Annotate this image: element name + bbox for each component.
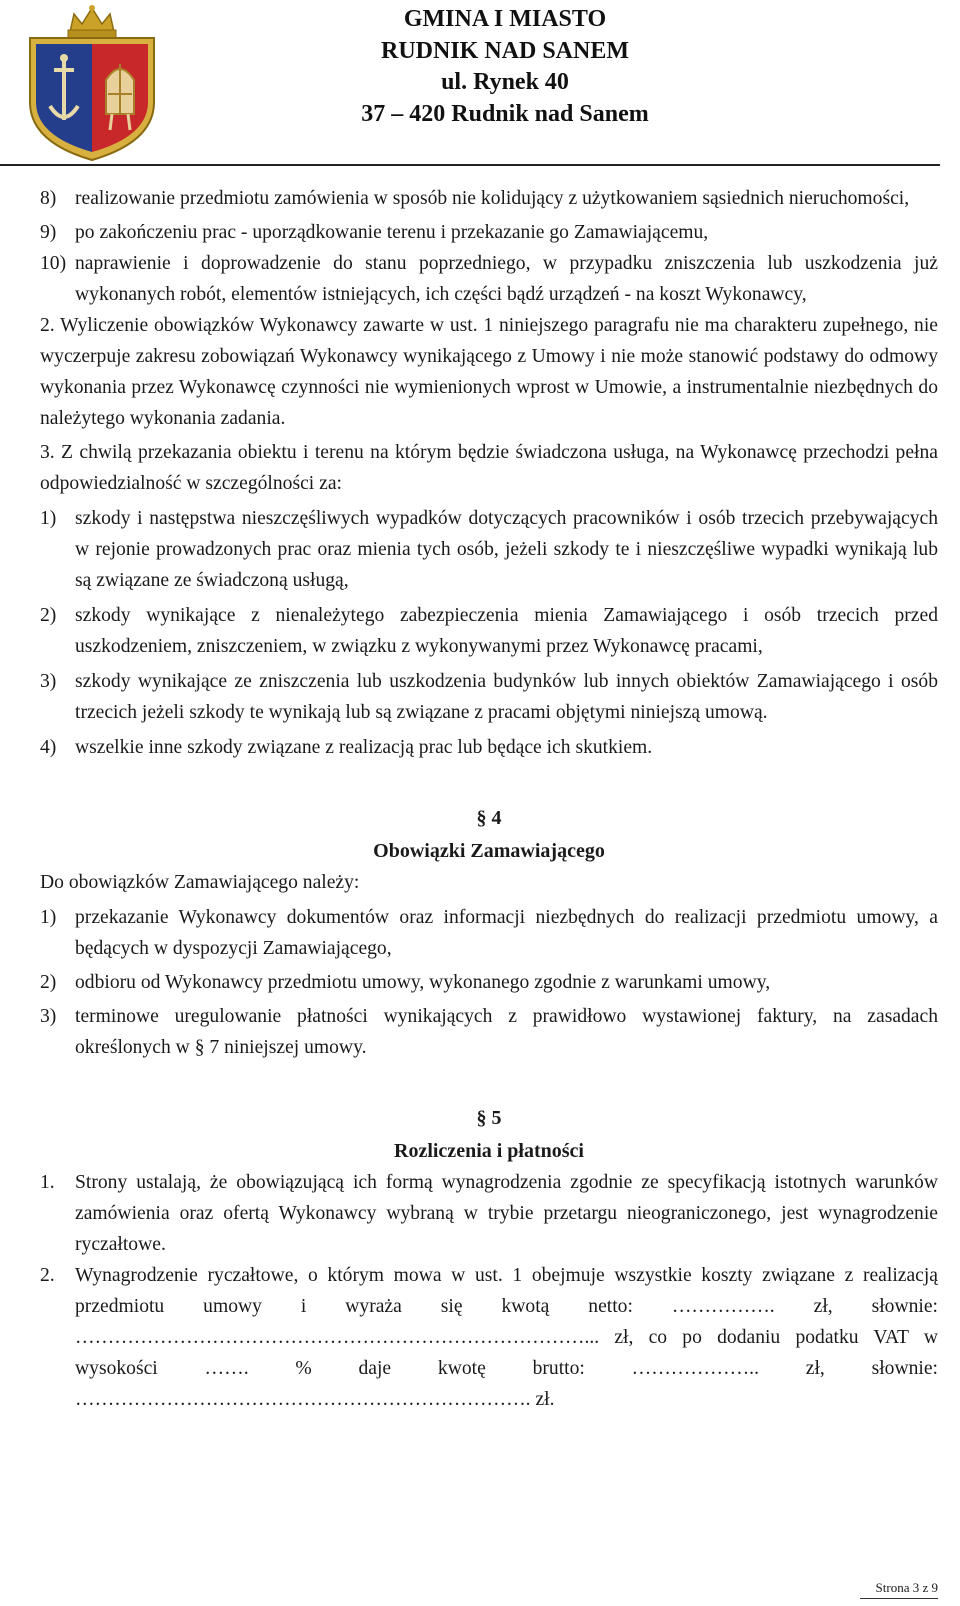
- list-item-text: Strony ustalają, że obowiązującą ich formą wynagrodzenia zgodnie ze specyfikacją istotnych warunków zamówienia oraz ofertą Wykonawcy wybraną w trybie przetargu nieograniczonego, jest wynagrodzenie ryczałtowe.: [75, 1172, 938, 1255]
- list-item-number: 2): [40, 972, 57, 993]
- paragraph-2: 2. Wyliczenie obowiązków Wykonawcy zawarte w ust. 1 niniejszego paragrafu nie ma charakteru zupełnego, nie wyczerpuje zakresu zobowiązań Wykonawcy wynikającego z Umowy i nie może stanowić podstawy do odmowy wykonania przez Wykonawcę czynności nie wymienionych wprost w Umowie, a instrumentalnie niezbędnych do należytego wykonania zadania.: [40, 315, 938, 429]
- list-item-text: szkody wynikające ze zniszczenia lub uszkodzenia budynków lub innych obiektów Zamawiającego i osób trzecich jeżeli szkody te wynikają lub są związane z pracami objętymi niniejszą umową.: [75, 671, 938, 723]
- list-item-text: naprawienie i doprowadzenie do stanu poprzedniego, w przypadku zniszczenia lub uszkodzenia już wykonanych robót, elementów istniejących, ich części bądź urządzeń - na koszt Wykonawcy,: [75, 253, 938, 305]
- list-item: [40, 902, 938, 964]
- list-item: [40, 1260, 938, 1415]
- list-item-text: szkody wynikające z nienależytego zabezpieczenia mienia Zamawiającego i osób trzecich przed uszkodzeniem, zniszczeniem, w związku z wykonywanymi przez Wykonawcę pracami,: [75, 605, 938, 657]
- list-item-number: 9): [40, 222, 57, 243]
- list-item: [40, 217, 938, 248]
- list-item-number: 3): [40, 671, 57, 692]
- list-item: [40, 183, 938, 214]
- header-line-1: GMINA I MIASTO: [403, 6, 607, 32]
- list-item: [40, 1167, 938, 1260]
- list-item-text: realizowanie przedmiotu zamówienia w sposób nie kolidujący z użytkowaniem sąsiednich nieruchomości,: [75, 188, 910, 209]
- list-item-text: odbioru od Wykonawcy przedmiotu umowy, wykonanego zgodnie z warunkami umowy,: [75, 972, 771, 993]
- section-4-intro: Do obowiązków Zamawiającego należy:: [40, 872, 360, 893]
- list-item-number: 1): [40, 508, 57, 529]
- list-item: [40, 600, 938, 662]
- list-item-text: wszelkie inne szkody związane z realizacją prac lub będące ich skutkiem.: [75, 737, 653, 758]
- list-item-number: 8): [40, 188, 57, 209]
- list-item: [40, 967, 938, 998]
- list-item-text: przekazanie Wykonawcy dokumentów oraz informacji niezbędnych do realizacji przedmiotu umowy, a będących w dyspozycji Zamawiającego,: [75, 907, 938, 959]
- list-item-number: 1.: [40, 1172, 55, 1193]
- header-line-3: ul. Rynek 40: [441, 69, 569, 95]
- paragraph-3: 3. Z chwilą przekazania obiektu i terenu na którym będzie świadczona usługa, na Wykonawcę przechodzi pełna odpowiedzialność w szczególności za:: [40, 442, 938, 494]
- municipality-address: [300, 4, 710, 130]
- header-line-2: RUDNIK NAD SANEM: [380, 37, 629, 64]
- list-item-number: 1): [40, 907, 57, 928]
- list-item-text: po zakończeniu prac - uporządkowanie terenu i przekazanie go Zamawiającemu,: [75, 222, 709, 243]
- list-item-number: 2.: [40, 1265, 55, 1286]
- list-item: [40, 732, 938, 763]
- letterhead: [0, 0, 960, 168]
- list-item-number: 2): [40, 605, 57, 626]
- coat-of-arms-icon: [22, 2, 162, 162]
- list-item: [40, 503, 938, 596]
- document-body: [40, 183, 938, 1415]
- list-item-text: szkody i następstwa nieszczęśliwych wypadków dotyczących pracowników i osób trzecich przebywających w rejonie prowadzonych prac oraz mienia tych osób, jeżeli szkody te i nieszczęśliwe wypadki wynikają lub są związane ze świadczoną usługą,: [75, 508, 938, 591]
- list-item: [40, 248, 938, 310]
- footer-underline: [860, 1598, 938, 1599]
- list-item-number: 4): [40, 737, 57, 758]
- list-item-number: 10): [40, 253, 67, 274]
- list-item: [40, 666, 938, 728]
- list-item: [40, 1001, 938, 1063]
- list-item-number: 3): [40, 1006, 57, 1027]
- section-5-title: Rozliczenia i płatności: [394, 1140, 584, 1162]
- header-line-4: 37 – 420 Rudnik nad Sanem: [361, 100, 649, 127]
- page-number: Strona 3 z 9: [875, 1580, 938, 1595]
- section-4-title: Obowiązki Zamawiającego: [373, 840, 605, 862]
- list-item-text: Wynagrodzenie ryczałtowe, o którym mowa w ust. 1 obejmuje wszystkie koszty związane z realizacją przedmiotu umowy i wyraża się kwotą netto: ……………. zł, słownie: ……………………………………………………………………... zł, co po dodaniu podatku VAT w wysokości ……. % daje kwotę brutto: ……………….. zł, słownie: ……………………………………………………………. zł.: [75, 1265, 938, 1410]
- section-5-number: § 5: [476, 1107, 502, 1129]
- section-4-number: § 4: [476, 807, 502, 829]
- header-divider: [0, 164, 940, 166]
- list-item-text: terminowe uregulowanie płatności wynikających z prawidłowo wystawionej faktury, na zasadach określonych w § 7 niniejszej umowy.: [75, 1006, 938, 1058]
